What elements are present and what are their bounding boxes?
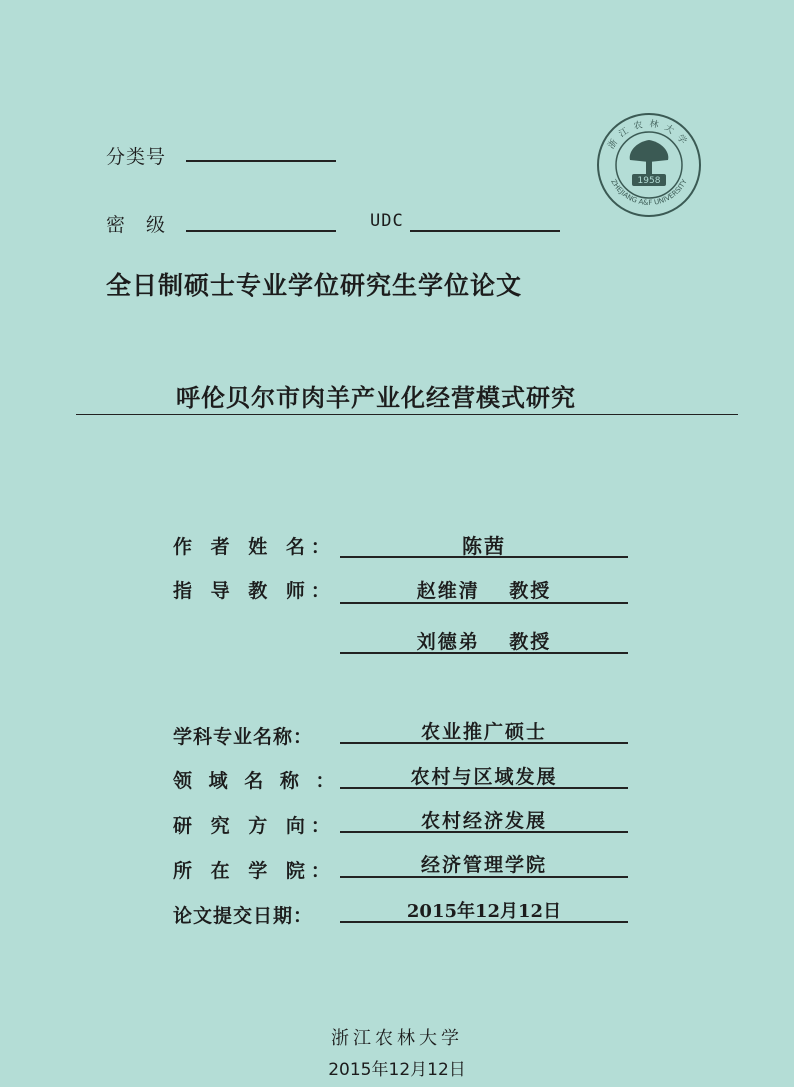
title-rule bbox=[76, 414, 738, 415]
field-label: 领 域 名 称 ： bbox=[173, 770, 340, 792]
advisor-label: 指 导 教 师： bbox=[173, 580, 336, 602]
submission-date-label: 论文提交日期： bbox=[173, 905, 314, 927]
submission-date-line bbox=[340, 921, 628, 923]
advisor1-value: 赵维清 教授 bbox=[416, 580, 552, 602]
major-line bbox=[340, 742, 628, 744]
direction-line bbox=[340, 831, 628, 833]
author-line bbox=[340, 556, 628, 558]
field-value: 农村与区域发展 bbox=[410, 766, 558, 788]
college-label: 所 在 学 院： bbox=[173, 860, 336, 882]
secret-level-label: 密 级 bbox=[106, 214, 167, 236]
author-label: 作 者 姓 名： bbox=[173, 536, 336, 558]
logo-chinese-name: 浙江农林大学 bbox=[606, 119, 692, 152]
udc-label: UDC bbox=[370, 211, 404, 231]
university-logo bbox=[596, 112, 702, 218]
advisor2-value: 刘德弟 教授 bbox=[416, 631, 552, 653]
classification-field-line bbox=[186, 160, 336, 162]
classification-label: 分类号 bbox=[106, 146, 167, 168]
footer-university: 浙江农林大学 bbox=[331, 1028, 463, 1049]
author-value: 陈茜 bbox=[462, 534, 506, 558]
thesis-title: 呼伦贝尔市肉羊产业化经营模式研究 bbox=[176, 383, 576, 412]
degree-type-heading: 全日制硕士专业学位研究生学位论文 bbox=[106, 271, 523, 300]
college-line bbox=[340, 876, 628, 878]
field-line bbox=[340, 787, 628, 789]
direction-label: 研 究 方 向： bbox=[173, 815, 336, 837]
college-value: 经济管理学院 bbox=[420, 854, 547, 876]
major-label: 学科专业名称： bbox=[173, 726, 314, 748]
logo-year: 1958 bbox=[637, 176, 661, 186]
udc-field-line bbox=[410, 230, 560, 232]
advisor2-line bbox=[340, 652, 628, 654]
advisor1-line bbox=[340, 602, 628, 604]
direction-value: 农村经济发展 bbox=[420, 810, 547, 832]
footer-date: 2015年12月12日 bbox=[328, 1060, 466, 1080]
secret-level-field-line bbox=[186, 230, 336, 232]
submission-date-value: 2015年12月12日 bbox=[406, 901, 562, 922]
major-value: 农业推广硕士 bbox=[420, 721, 547, 743]
logo-english-name: ZHEJIANG A&F UNIVERSITY bbox=[609, 178, 689, 207]
